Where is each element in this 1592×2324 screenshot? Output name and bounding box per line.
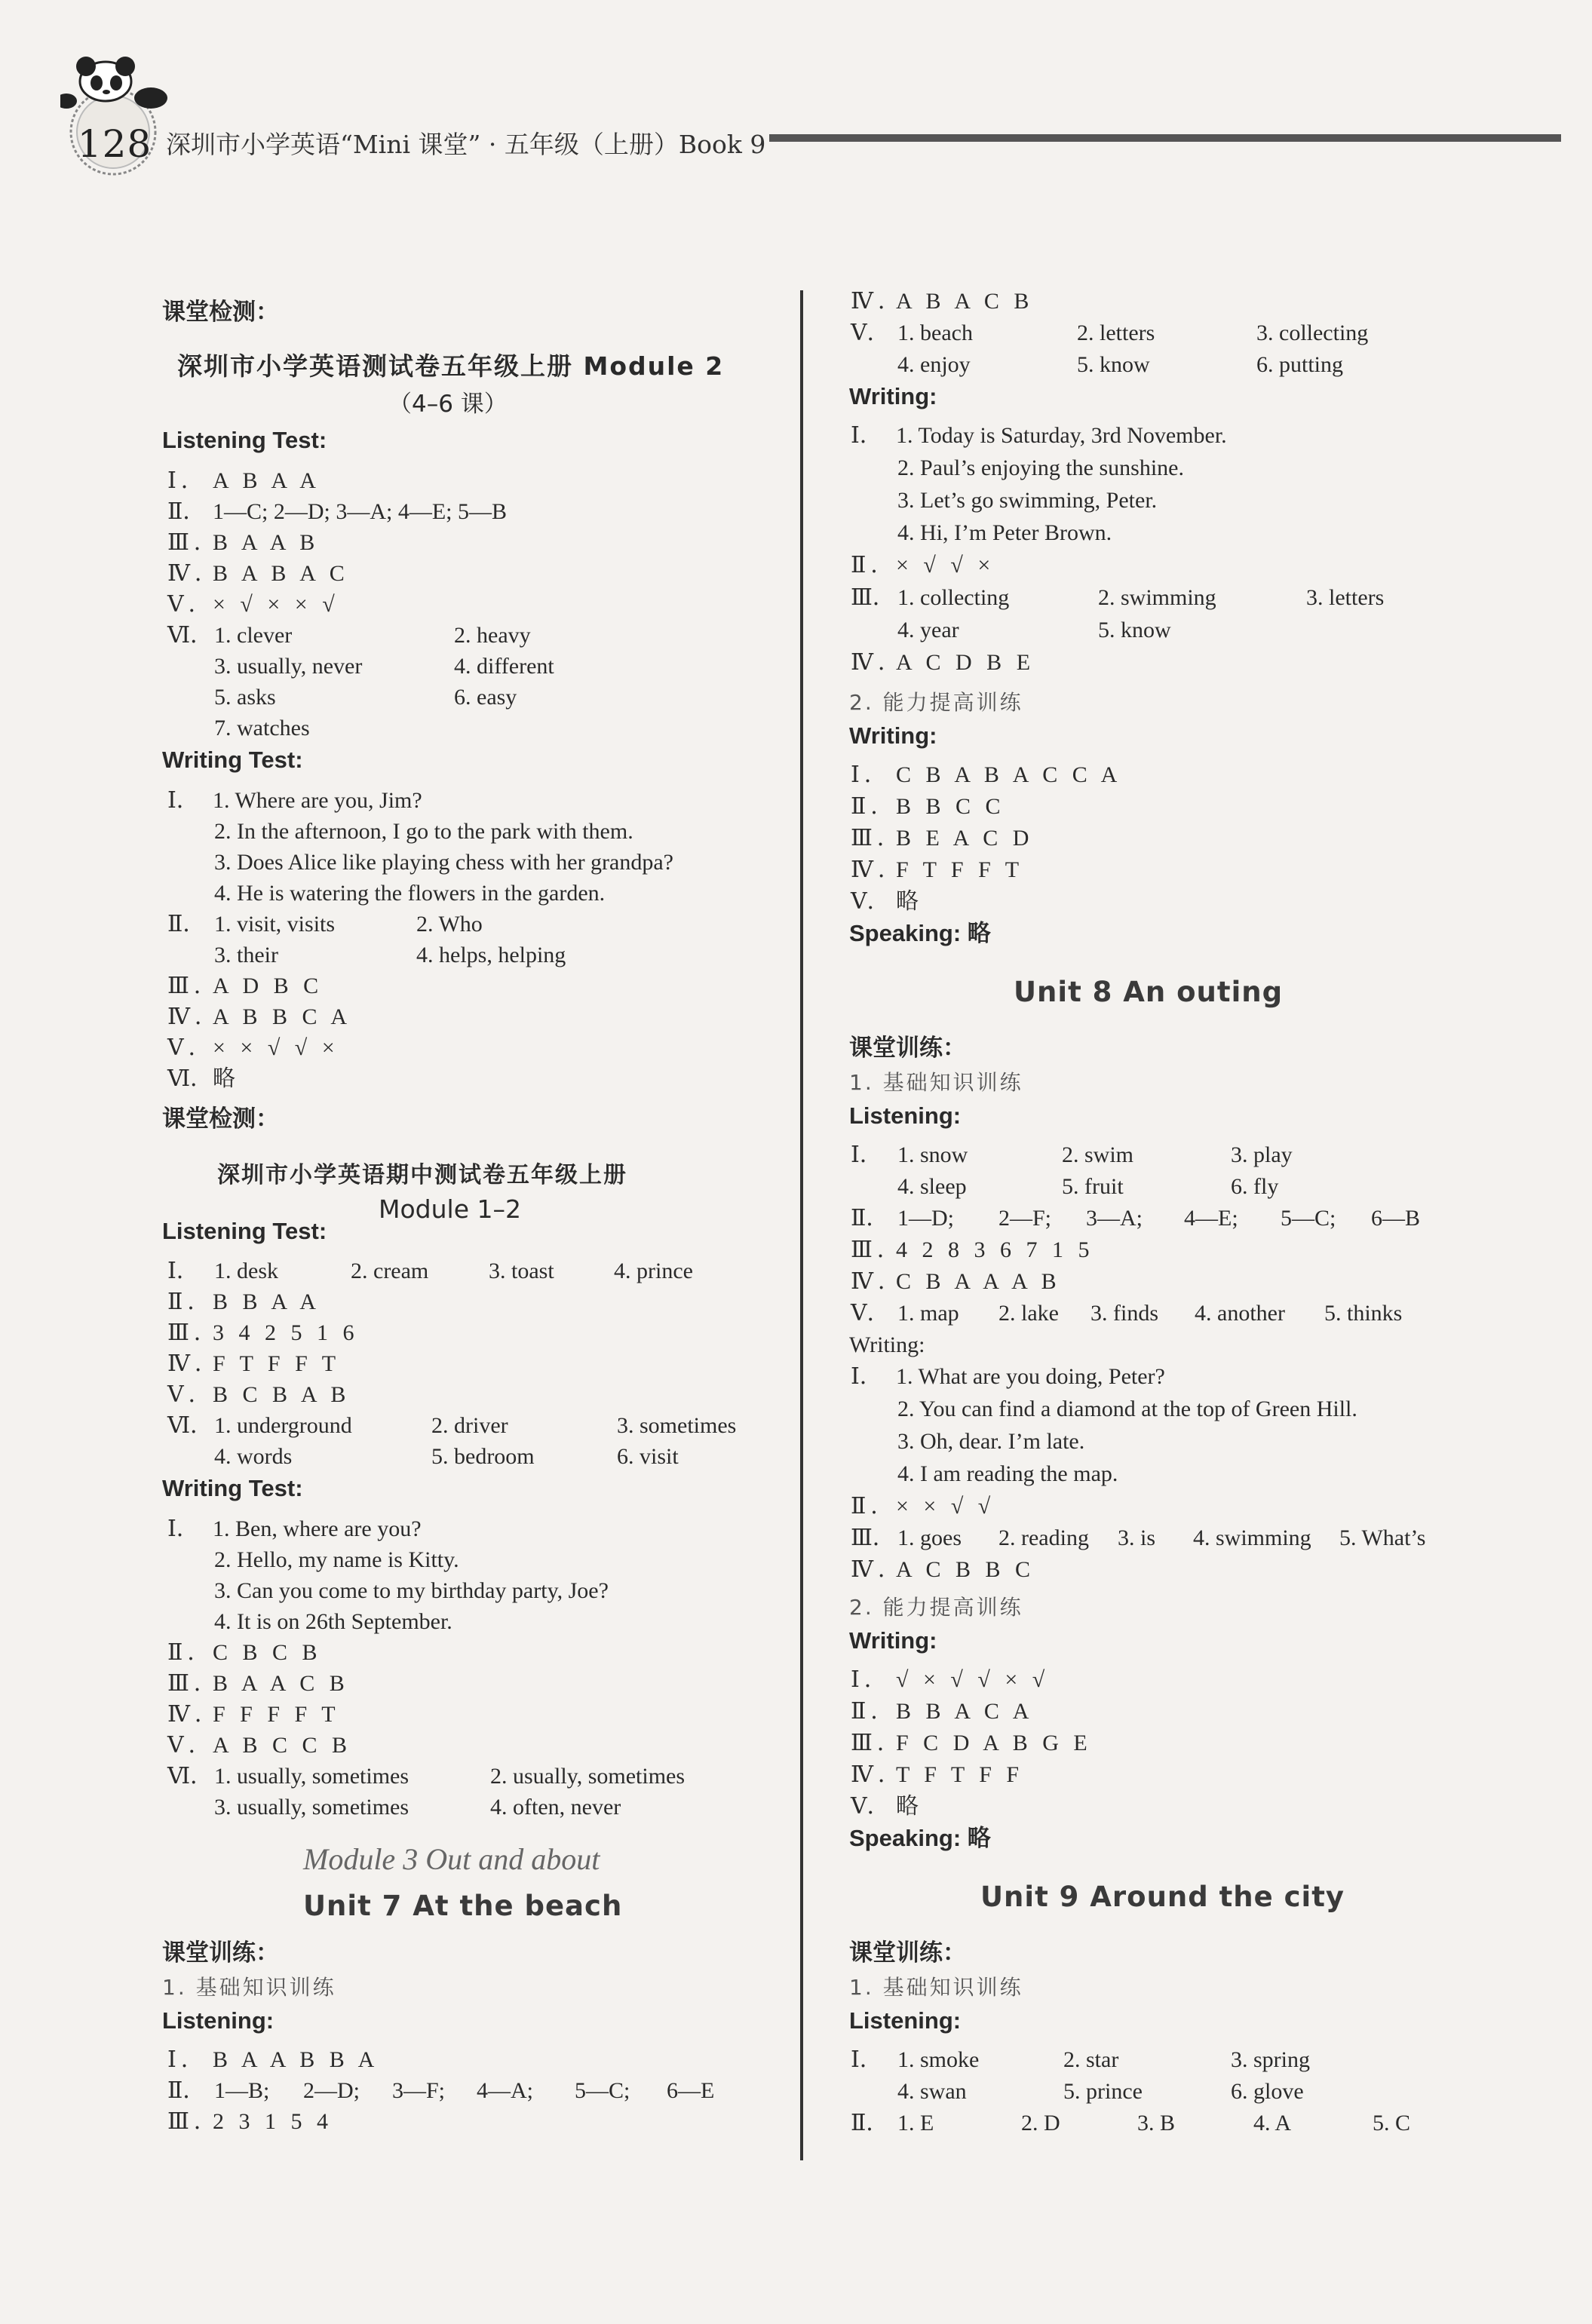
answer-row: Ⅳ．T F T F F [851, 1762, 1024, 1787]
answer-row: Ⅵ．略 [167, 1065, 235, 1092]
answer-row: Ⅱ． 1—D; 2—F; 3—A; 4—E; 5—C; 6—B [851, 1206, 1421, 1231]
writing-label: Writing: [849, 722, 937, 749]
page-header [53, 53, 1561, 196]
answer-row: Ⅰ． 1. Where are you, Jim? [167, 788, 422, 813]
answer-row: Ⅰ． 1. Ben, where are you? [167, 1516, 422, 1541]
answer-row: Ⅵ． 1. clever 2. heavy [167, 623, 531, 648]
answer-row: 3. usually, never 4. different [214, 654, 554, 679]
answer-row: 4. He is watering the flowers in the garden. [214, 881, 606, 906]
answer-row: Ⅴ．× √ × × √ [167, 592, 339, 617]
subsection-heading: 1. 基础知识训练 [849, 1975, 1023, 2000]
answer-row: Ⅲ．B E A C D [851, 826, 1034, 851]
answer-row: Ⅱ．B B C C [851, 794, 1005, 819]
writing-test-label: Writing Test: [162, 747, 303, 773]
answer-row: 4. enjoy 5. know 6. putting [897, 352, 1344, 377]
speaking-label: Speaking: 略 [849, 920, 991, 946]
answer-row: Ⅱ．× × √ √ [851, 1494, 995, 1519]
answer-row: Ⅲ． 1. goes 2. reading 3. is 4. swimming 5. What’s [851, 1525, 1426, 1550]
answer-row: Ⅳ．F T F F T [851, 857, 1024, 882]
answer-row: Ⅲ．B A A B [167, 530, 320, 555]
answer-row: 3. Can you come to my birthday party, Joe? [214, 1578, 609, 1603]
answer-row: 2. In the afternoon, I go to the park with them. [214, 819, 633, 844]
listening-test-label: Listening Test: [162, 427, 327, 453]
unit-title: Unit 9 Around the city [980, 1881, 1345, 1913]
answer-row: Ⅱ． 1—C; 2—D; 3—A; 4—E; 5—B [167, 499, 508, 524]
answer-row: Ⅳ．B A B A C [167, 561, 349, 586]
unit-title: Unit 7 At the beach [303, 1890, 623, 1922]
listening-label: Listening: [162, 2007, 275, 2034]
unit-title: Unit 8 An outing [1014, 976, 1284, 1008]
answer-row: Ⅲ．4 2 8 3 6 7 1 5 [851, 1237, 1094, 1262]
answer-row: Ⅱ． 1. visit, visits 2. Who [167, 912, 483, 937]
answer-row: Ⅴ． 1. map 2. lake 3. finds 4. another 5. thinks [851, 1301, 1403, 1326]
writing-label: Writing: [849, 1627, 937, 1654]
answer-row: Ⅴ．B C B A B [167, 1382, 351, 1407]
section-heading: 课堂训练： [849, 1035, 966, 1061]
answer-row: Ⅱ． 1—B; 2—D; 3—F; 4—A; 5—C; 6—E [167, 2078, 715, 2103]
section-heading: 课堂训练： [849, 1939, 966, 1966]
test-title: 深圳市小学英语测试卷五年级上册 Module 2 [177, 351, 725, 381]
answer-row: Ⅲ．B A A C B [167, 1671, 349, 1696]
answer-row: Ⅰ． A B A A [167, 468, 321, 493]
answer-row: Ⅰ． 1. Today is Saturday, 3rd November. [851, 423, 1227, 448]
writing-label: Writing: [849, 383, 937, 409]
answer-row: Ⅱ．B B A A [167, 1289, 321, 1314]
answer-row: Ⅰ． B A A B B A [167, 2047, 379, 2072]
header-rule [769, 134, 1561, 142]
writing-label: Writing: [849, 1332, 925, 1357]
answer-row: Ⅳ．A C D B E [851, 650, 1035, 675]
answer-row: Ⅳ．C B A A A B [851, 1269, 1061, 1294]
page-number: 128 [77, 122, 152, 166]
test-title: 深圳市小学英语期中测试卷五年级上册 [217, 1162, 627, 1188]
answer-row: 3. their 4. helps, helping [214, 943, 566, 967]
answer-row: 3. Does Alice like playing chess with her grandpa? [214, 850, 673, 875]
answer-row: 7. watches [214, 716, 310, 740]
answer-row: 3. usually, sometimes 4. often, never [214, 1795, 621, 1820]
answer-row: 2. Hello, my name is Kitty. [214, 1547, 459, 1572]
answer-row: Ⅲ．3 4 2 5 1 6 [167, 1320, 359, 1345]
answer-row: 4. sleep 5. fruit 6. fly [897, 1174, 1279, 1199]
answer-row: 4. It is on 26th September. [214, 1609, 452, 1634]
answer-row: Ⅲ．A D B C [167, 973, 324, 998]
answer-row: Ⅴ． 1. beach 2. letters 3. collecting [851, 320, 1369, 345]
test-subtitle: Module 1–2 [379, 1194, 521, 1224]
column-divider [800, 290, 803, 2160]
answer-row: 3. Oh, dear. I’m late. [897, 1429, 1085, 1454]
answer-row: 5. asks 6. easy [214, 685, 517, 710]
answer-row: Ⅳ．F T F F T [167, 1351, 341, 1376]
answer-row: Ⅰ． 1. snow 2. swim 3. play [851, 1142, 1293, 1167]
section-heading: 课堂检测： [162, 299, 279, 325]
answer-row: Ⅰ． C B A B A C C A [851, 762, 1122, 787]
answer-row: Ⅱ．× √ √ × [851, 553, 995, 578]
answer-row: Ⅴ． 略 [851, 1793, 919, 1820]
answer-row: Ⅲ．F C D A B G E [851, 1731, 1092, 1755]
answer-row: 4. Hi, I’m Peter Brown. [897, 520, 1112, 545]
answer-row: 2. Paul’s enjoying the sunshine. [897, 455, 1184, 480]
module-title: Module 3 Out and about [303, 1842, 600, 1876]
subsection-heading: 1. 基础知识训练 [849, 1070, 1023, 1095]
answer-row: Ⅳ．A C B B C [851, 1557, 1035, 1582]
answer-row: Ⅵ． 1. underground 2. driver 3. sometimes [167, 1413, 737, 1438]
answer-row: 2. You can find a diamond at the top of Green Hill. [897, 1397, 1357, 1421]
subsection-heading: 2. 能力提高训练 [849, 1595, 1023, 1620]
section-heading: 课堂训练： [162, 1939, 279, 1966]
speaking-label: Speaking: 略 [849, 1825, 991, 1851]
answer-row: 3. Let’s go swimming, Peter. [897, 488, 1158, 513]
answer-row: Ⅰ． 1. What are you doing, Peter? [851, 1364, 1165, 1389]
listening-test-label: Listening Test: [162, 1218, 327, 1244]
answer-row: Ⅲ． 1. collecting 2. swimming 3. letters [851, 585, 1385, 610]
answer-row: Ⅳ．A B B C A [167, 1004, 352, 1029]
answer-row: Ⅳ．A B A C B [851, 289, 1034, 314]
answer-row: Ⅴ．× × √ √ × [167, 1035, 339, 1060]
answer-row: 4. swan 5. prince 6. glove [897, 2079, 1304, 2104]
listening-label: Listening: [849, 1102, 962, 1129]
answer-row: Ⅴ．A B C C B [167, 1733, 352, 1758]
answer-row: Ⅲ．2 3 1 5 4 [167, 2109, 333, 2134]
answer-row: 4. I am reading the map. [897, 1461, 1118, 1486]
subsection-heading: 1. 基础知识训练 [162, 1975, 336, 2000]
answer-row: Ⅴ． 略 [851, 888, 919, 915]
answer-row: 4. year 5. know [897, 618, 1171, 642]
section-heading: 课堂检测： [162, 1105, 279, 1132]
answer-row: 4. words 5. bedroom 6. visit [214, 1444, 679, 1469]
answer-row: Ⅰ． 1. smoke 2. star 3. spring [851, 2047, 1310, 2072]
answer-row: Ⅱ． 1. E 2. D 3. B 4. A 5. C [851, 2111, 1411, 2135]
test-subtitle: （4–6 课） [388, 391, 508, 418]
answer-row: Ⅰ． √ × √ √ × √ [851, 1667, 1050, 1692]
listening-label: Listening: [849, 2007, 962, 2034]
book-title: 深圳市小学英语“Mini 课堂” · 五年级（上册）Book 9 [166, 130, 766, 159]
writing-test-label: Writing Test: [162, 1475, 303, 1501]
subsection-heading: 2. 能力提高训练 [849, 690, 1023, 715]
answer-row: Ⅵ． 1. usually, sometimes 2. usually, sometimes [167, 1764, 686, 1789]
answer-row: Ⅱ．C B C B [167, 1640, 322, 1665]
answer-row: Ⅱ．B B A C A [851, 1699, 1034, 1724]
answer-row: Ⅰ． 1. desk 2. cream 3. toast 4. prince [167, 1259, 693, 1283]
answer-row: Ⅳ．F F F F T [167, 1702, 340, 1727]
